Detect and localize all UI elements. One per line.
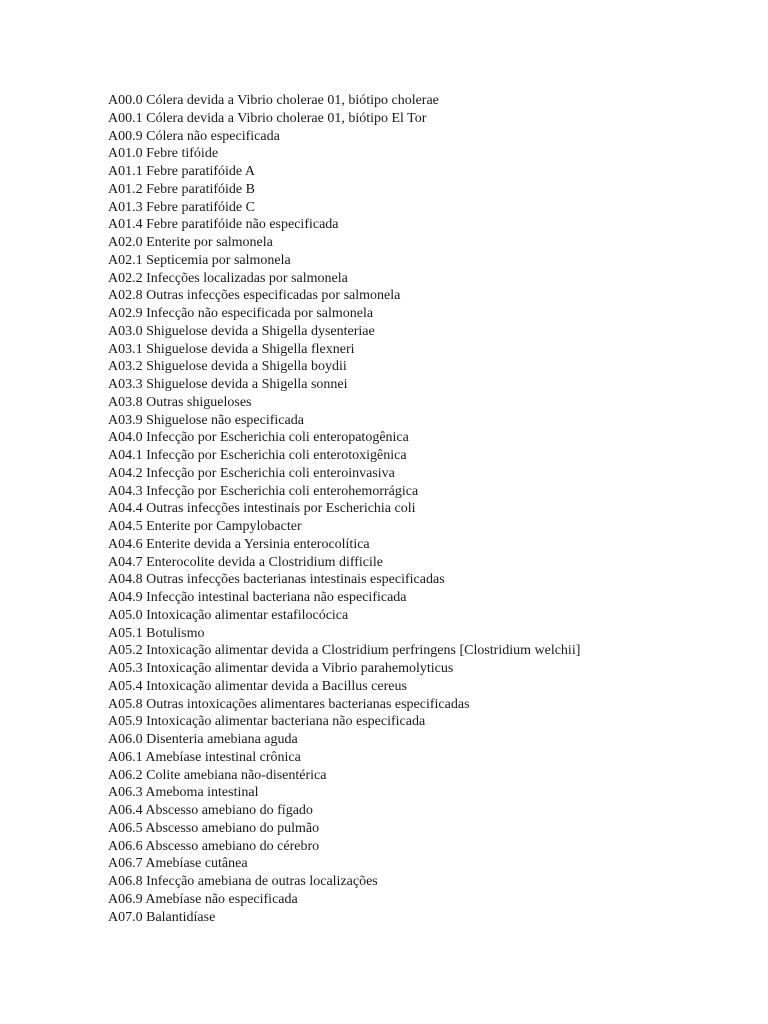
list-item: A02.0 Enterite por salmonela — [108, 235, 273, 250]
list-item: A05.2 Intoxicação alimentar devida a Clostridium perfringens [Clostridium welchii] — [108, 643, 581, 659]
list-item: A02.1 Septicemia por salmonela — [108, 252, 291, 268]
list-item: A06.4 Abscesso amebiano do fígado — [108, 803, 313, 818]
list-item: A03.1 Shiguelose devida a Shigella flexneri — [108, 341, 355, 357]
list-item: A05.1 Botulismo — [108, 625, 205, 641]
list-item: A06.6 Abscesso amebiano do cérebro — [108, 838, 320, 854]
list-item: A04.4 Outras infecções intestinais por Escherichia coli — [108, 501, 416, 517]
list-item: A05.3 Intoxicação alimentar devida a Vibrio parahemolyticus — [108, 661, 454, 676]
list-item: A00.9 Cólera não especificada — [108, 128, 280, 144]
list-item: A06.5 Abscesso amebiano do pulmão — [108, 820, 320, 836]
list-item: A00.1 Cólera devida a Vibrio cholerae 01, biótipo El Tor — [108, 110, 427, 126]
entry-list — [108, 92, 748, 926]
list-item: A03.2 Shiguelose devida a Shigella boydii — [108, 359, 347, 375]
list-item: A00.0 Cólera devida a Vibrio cholerae 01, biótipo cholerae — [108, 93, 439, 108]
list-item: A03.8 Outras shigueloses — [108, 394, 252, 410]
list-item: A02.8 Outras infecções especificadas por salmonela — [108, 288, 401, 304]
list-item: A03.0 Shiguelose devida a Shigella dysenteriae — [108, 323, 375, 339]
list-item: A04.2 Infecção por Escherichia coli enteroinvasiva — [108, 465, 395, 481]
document-page — [108, 92, 748, 926]
list-item: A06.3 Ameboma intestinal — [108, 785, 259, 801]
list-item: A04.1 Infecção por Escherichia coli enterotoxigênica — [108, 448, 407, 463]
list-item: A04.0 Infecção por Escherichia coli enteropatogênica — [108, 430, 409, 446]
list-item: A07.0 Balantidíase — [108, 909, 216, 925]
list-item: A03.3 Shiguelose devida a Shigella sonnei — [108, 377, 348, 392]
list-item: A01.4 Febre paratifóide não especificada — [108, 217, 339, 233]
list-item: A04.9 Infecção intestinal bacteriana não especificada — [108, 590, 407, 605]
list-item: A02.9 Infecção não especificada por salmonela — [108, 306, 374, 321]
list-item: A04.3 Infecção por Escherichia coli enterohemorrágica — [108, 483, 419, 499]
list-item: A01.2 Febre paratifóide B — [108, 181, 255, 197]
list-item: A06.0 Disenteria amebiana aguda — [108, 732, 298, 747]
list-item: A01.0 Febre tifóide — [108, 146, 219, 162]
list-item: A01.3 Febre paratifóide C — [108, 199, 255, 215]
list-item: A02.2 Infecções localizadas por salmonela — [108, 270, 348, 286]
list-item: A03.9 Shiguelose não especificada — [108, 412, 304, 428]
list-item: A04.8 Outras infecções bacterianas intestinais especificadas — [108, 572, 445, 588]
list-item: A04.5 Enterite por Campylobacter — [108, 519, 302, 534]
list-item: A05.9 Intoxicação alimentar bacteriana não especificada — [108, 714, 426, 730]
list-item: A06.2 Colite amebiana não-disentérica — [108, 767, 327, 783]
list-item: A01.1 Febre paratifóide A — [108, 164, 255, 179]
list-item: A06.1 Amebíase intestinal crônica — [108, 749, 301, 765]
list-item: A06.9 Amebíase não especificada — [108, 891, 298, 907]
list-item: A06.8 Infecção amebiana de outras localizações — [108, 874, 378, 889]
list-item: A05.4 Intoxicação alimentar devida a Bacillus cereus — [108, 678, 407, 694]
list-item: A04.6 Enterite devida a Yersinia enterocolítica — [108, 536, 370, 552]
list-item: A04.7 Enterocolite devida a Clostridium difficile — [108, 554, 384, 570]
list-item: A05.8 Outras intoxicações alimentares bacterianas especificadas — [108, 696, 470, 712]
list-item: A06.7 Amebíase cutânea — [108, 856, 248, 872]
list-item: A05.0 Intoxicação alimentar estafilocócica — [108, 607, 349, 623]
